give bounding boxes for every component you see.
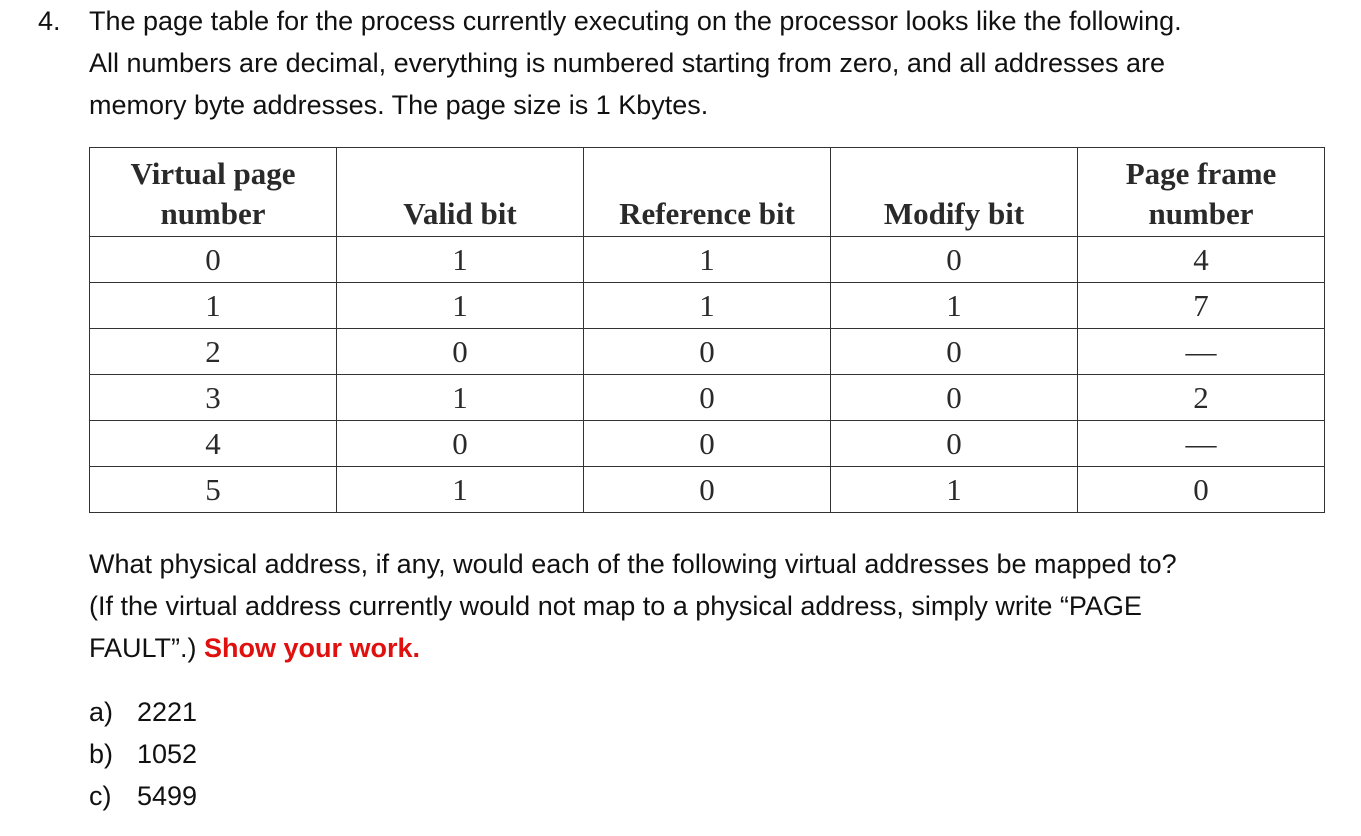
prompt-line (89, 627, 1329, 669)
table-cell: 4 (90, 421, 337, 467)
table-cell: 0 (831, 237, 1078, 283)
table-cell: 4 (1078, 237, 1325, 283)
table-header-row (90, 148, 1325, 237)
table-cell: 1 (584, 283, 831, 329)
table-cell: 0 (584, 329, 831, 375)
table-cell: 1 (584, 237, 831, 283)
header-modify-bit: Modify bit (831, 148, 1078, 237)
intro-line: The page table for the process currently executing on the processor looks like the following. (89, 6, 1182, 36)
list-item (89, 775, 197, 817)
question-prompt (89, 543, 1329, 669)
question-number: 4. (38, 6, 61, 36)
header-line: number (160, 196, 266, 231)
answer-list (89, 691, 197, 817)
header-line: Virtual page (130, 156, 296, 191)
header-virtual-page-number (90, 148, 337, 237)
list-marker: a) (89, 697, 114, 727)
table-row (90, 237, 1325, 283)
table-cell: 1 (337, 237, 584, 283)
table-row (90, 467, 1325, 513)
table-cell: 3 (90, 375, 337, 421)
table-cell: — (1078, 329, 1325, 375)
table-cell: 0 (831, 375, 1078, 421)
table-cell: 7 (1078, 283, 1325, 329)
virtual-address: 5499 (137, 781, 198, 811)
table-cell: — (1078, 421, 1325, 467)
list-marker: b) (89, 739, 114, 769)
intro-line: All numbers are decimal, everything is numbered starting from zero, and all addresses are (89, 48, 1166, 78)
table-cell: 1 (90, 283, 337, 329)
table-row (90, 421, 1325, 467)
prompt-text: FAULT”.) (89, 633, 197, 663)
table-cell: 1 (337, 467, 584, 513)
table-cell: 0 (90, 237, 337, 283)
show-work-emphasis: Show your work. (204, 633, 421, 663)
table-cell: 1 (337, 375, 584, 421)
table-cell: 1 (831, 283, 1078, 329)
table-cell: 0 (584, 375, 831, 421)
list-item (89, 691, 197, 733)
page-table (89, 147, 1325, 513)
table-cell: 5 (90, 467, 337, 513)
table-cell: 0 (584, 421, 831, 467)
table-row (90, 329, 1325, 375)
table-row (90, 375, 1325, 421)
table-cell: 2 (90, 329, 337, 375)
table-cell: 0 (337, 421, 584, 467)
table-row (90, 283, 1325, 329)
question-intro (89, 0, 1329, 126)
list-marker: c) (89, 781, 112, 811)
table-cell: 2 (1078, 375, 1325, 421)
header-line: number (1148, 196, 1254, 231)
list-item (89, 733, 197, 775)
table-cell: 0 (831, 421, 1078, 467)
virtual-address: 1052 (137, 739, 198, 769)
header-page-frame-number (1078, 148, 1325, 237)
header-reference-bit: Reference bit (584, 148, 831, 237)
prompt-line: (If the virtual address currently would not map to a physical address, simply write “PAGE (89, 591, 1142, 621)
table-cell: 1 (337, 283, 584, 329)
table-cell: 0 (337, 329, 584, 375)
table-cell: 0 (831, 329, 1078, 375)
prompt-line: What physical address, if any, would each of the following virtual addresses be mapped to? (89, 549, 1177, 579)
header-line: Page frame (1125, 156, 1277, 191)
intro-line: memory byte addresses. The page size is 1 Kbytes. (89, 90, 709, 120)
table-cell: 1 (831, 467, 1078, 513)
header-valid-bit: Valid bit (337, 148, 584, 237)
virtual-address: 2221 (137, 697, 198, 727)
table-cell: 0 (584, 467, 831, 513)
table-cell: 0 (1078, 467, 1325, 513)
